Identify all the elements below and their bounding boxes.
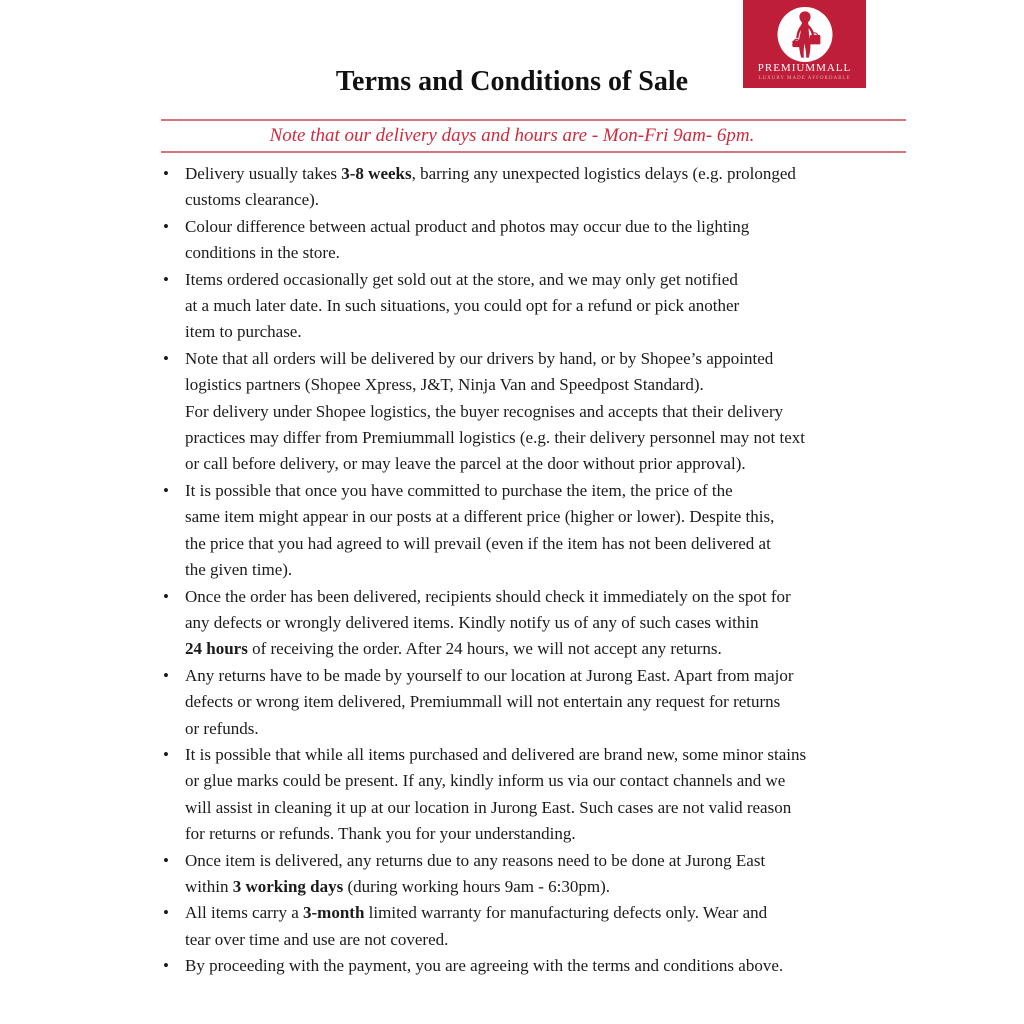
term-item: • Once item is delivered, any returns due to any reasons need to be done at Jurong East within 3 working days (during working hours 9am - 6:30pm). xyxy=(161,848,909,901)
bullet-icon: • xyxy=(163,348,169,368)
delivery-notice: Note that our delivery days and hours are - Mon-Fri 9am- 6pm. xyxy=(269,125,755,146)
bullet-icon: • xyxy=(163,216,169,236)
logo-circle xyxy=(777,7,832,62)
term-item: • All items carry a 3-month limited warranty for manufacturing defects only. Wear and tear over time and use are not covered. xyxy=(161,900,909,953)
term-item: • It is possible that once you have committed to purchase the item, the price of the same item might appear in our posts at a different price (higher or lower). Despite this, the price that you had agreed to will prevail (even if the item has not been delivered at the given time). xyxy=(161,478,909,584)
bullet-icon: • xyxy=(163,164,169,183)
term-item: • By proceeding with the payment, you are agreeing with the terms and conditions above. xyxy=(161,953,909,979)
bullet-icon: • xyxy=(163,480,169,500)
term-item: • Delivery usually takes 3-8 weeks, barring any unexpected logistics delays (e.g. prolonged customs clearance). xyxy=(161,161,909,214)
red-rule-top xyxy=(161,119,906,121)
red-rule-bottom xyxy=(161,151,906,153)
term-item: • Any returns have to be made by yourself to our location at Jurong East. Apart from major defects or wrong item delivered, Premiummall will not entertain any request for returns or refunds. xyxy=(161,663,909,742)
brand-tagline: LUXURY MADE AFFORDABLE xyxy=(758,76,851,81)
woman-shopper-icon xyxy=(777,7,832,62)
page-title: Terms and Conditions of Sale xyxy=(335,66,689,97)
term-item: • Note that all orders will be delivered by our drivers by hand, or by Shopee’s appointed logistics partners (Shopee Xpress, J&T, Ninja Van and Speedpost Standard). For delivery under Shopee logistics, the buyer recognises and accepts that their delivery practices may differ from Premiummall logistics (e.g. their delivery personnel may not text or call before delivery, or may leave the parcel at the door without prior approval). xyxy=(161,346,909,478)
bullet-icon: • xyxy=(163,586,169,606)
bullet-icon: • xyxy=(163,665,169,685)
term-item: • Colour difference between actual product and photos may occur due to the lighting conditions in the store. xyxy=(161,214,909,267)
bullet-icon: • xyxy=(163,850,169,870)
term-item: • Once the order has been delivered, recipients should check it immediately on the spot for any defects or wrongly delivered items. Kindly notify us of any of such cases within 24 hours of receiving the order. After 24 hours, we will not accept any returns. xyxy=(161,584,909,663)
brand-name: PREMIUMMALL xyxy=(757,62,852,74)
term-item: • It is possible that while all items purchased and delivered are brand new, some minor stains or glue marks could be present. If any, kindly inform us via our contact channels and we will assist in cleaning it up at our location in Jurong East. Such cases are not valid reason for returns or refunds. Thank you for your understanding. xyxy=(161,742,909,848)
bullet-icon: • xyxy=(163,744,169,764)
terms-list xyxy=(161,161,909,980)
bullet-icon: • xyxy=(163,956,169,976)
term-item: • Items ordered occasionally get sold out at the store, and we may only get notified at a much later date. In such situations, you could opt for a refund or pick another item to purchase. xyxy=(161,267,909,346)
bullet-icon: • xyxy=(163,903,169,923)
bullet-icon: • xyxy=(163,269,169,289)
